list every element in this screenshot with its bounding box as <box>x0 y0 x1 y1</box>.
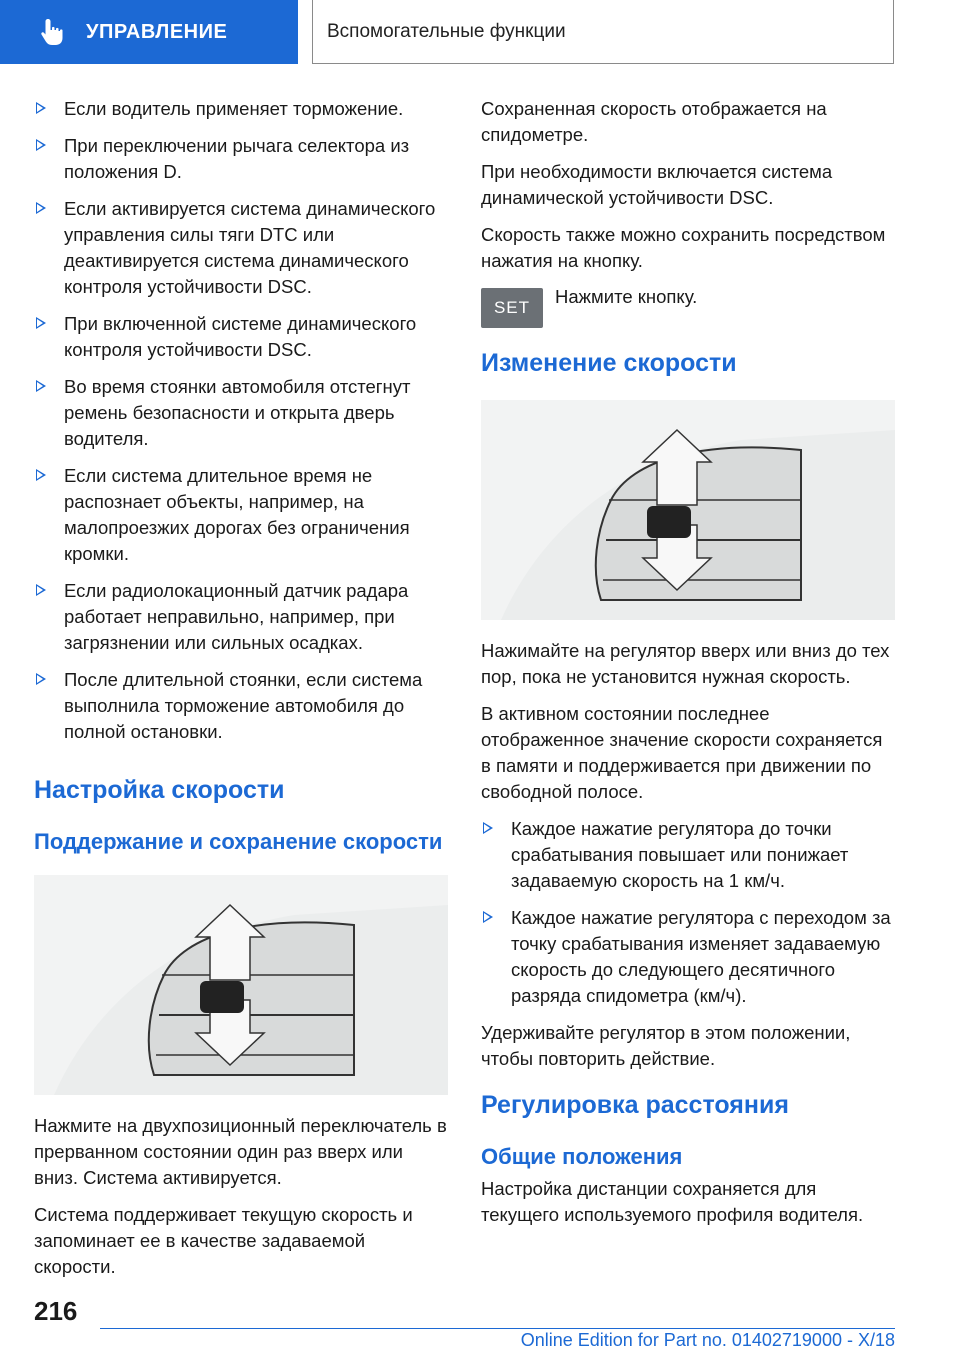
left-column <box>34 96 448 1291</box>
triangle-bullet-icon <box>36 380 46 392</box>
subsection-heading: Поддержание и сохранение скорости <box>34 829 443 854</box>
list-item: Если активируется система динамического управления силы тяги DTC или деактивируется система динамического контроля устойчивости DSC. <box>34 196 448 300</box>
paragraph: Система поддерживает текущую скорость и запоминает ее в качестве задаваемой скорости. <box>34 1204 413 1277</box>
list-item: После длительной стоянки, если система выполнила торможение автомобиля до полной остановки. <box>34 667 448 745</box>
left-bullet-list <box>34 96 448 745</box>
footer-rule <box>100 1328 895 1329</box>
triangle-bullet-icon <box>36 317 46 329</box>
triangle-bullet-icon <box>483 822 493 834</box>
triangle-bullet-icon <box>36 102 46 114</box>
header-section-tab <box>0 0 298 64</box>
set-instruction: Нажмите кнопку. <box>555 286 698 307</box>
triangle-bullet-icon <box>36 202 46 214</box>
chapter-title <box>312 0 894 64</box>
triangle-bullet-icon <box>36 469 46 481</box>
right-bullet-list <box>481 816 895 1009</box>
list-item: Если радиолокационный датчик радара работает неправильно, например, при загрязнении или сильных осадках. <box>34 578 448 656</box>
section-heading: Настройка скорости <box>34 776 285 804</box>
paragraph: Нажимайте на регулятор вверх или вниз до тех пор, пока не установится нужная скорость. <box>481 640 890 687</box>
paragraph: Скорость также можно сохранить посредством нажатия на кнопку. <box>481 224 886 271</box>
paragraph: Удерживайте регулятор в этом положении, чтобы повторить действие. <box>481 1022 851 1069</box>
paragraph: Нажмите на двухпозиционный переключатель в прерванном состоянии один раз вверх или вниз. Система активируется. <box>34 1115 447 1188</box>
subsection-heading: Общие положения <box>481 1144 683 1169</box>
chapter-title-text: Вспомогательные функции <box>327 20 566 42</box>
list-item: Каждое нажатие регулятора с переходом за точку срабатывания изменяет задаваемую скорость до следующего десятичного разряда спидометра (км/ч). <box>481 905 895 1009</box>
section-heading: Изменение скорости <box>481 349 737 377</box>
list-item: Во время стоянки автомобиля отстегнут ремень безопасности и открыта дверь водителя. <box>34 374 448 452</box>
list-item: При переключении рычага селектора из положения D. <box>34 133 448 185</box>
list-item: Каждое нажатие регулятора до точки срабатывания повышает или понижает задаваемую скорость на 1 км/ч. <box>481 816 895 894</box>
page-number: 216 <box>34 1296 78 1326</box>
list-item: Если водитель применяет торможение. <box>34 96 448 122</box>
paragraph: Настройка дистанции сохраняется для текущего используемого профиля водителя. <box>481 1178 864 1225</box>
paragraph: При необходимости включается система динамической устойчивости DSC. <box>481 161 833 208</box>
steering-wheel-switch-illustration <box>481 400 895 620</box>
steering-wheel-switch-illustration <box>34 875 448 1095</box>
hand-pointer-icon <box>40 17 66 47</box>
list-item: При включенной системе динамического контроля устойчивости DSC. <box>34 311 448 363</box>
paragraph: Сохраненная скорость отображается на спидометре. <box>481 98 827 145</box>
set-button-row <box>481 288 895 328</box>
triangle-bullet-icon <box>36 584 46 596</box>
paragraph: В активном состоянии последнее отображенное значение скорости сохраняется в памяти и поддерживается при движении по свободной полосе. <box>481 703 883 802</box>
list-item: Если система длительное время не распознает объекты, например, на малопроезжих дорогах без ограничения кромки. <box>34 463 448 567</box>
triangle-bullet-icon <box>36 139 46 151</box>
right-column <box>481 96 895 1239</box>
triangle-bullet-icon <box>36 673 46 685</box>
section-heading: Регулировка расстояния <box>481 1091 789 1119</box>
edition-footer: Online Edition for Part no. 01402719000 - X/18 <box>520 1330 895 1350</box>
triangle-bullet-icon <box>483 911 493 923</box>
section-title: УПРАВЛЕНИЕ <box>86 20 228 43</box>
set-button-icon: SET <box>481 288 543 328</box>
